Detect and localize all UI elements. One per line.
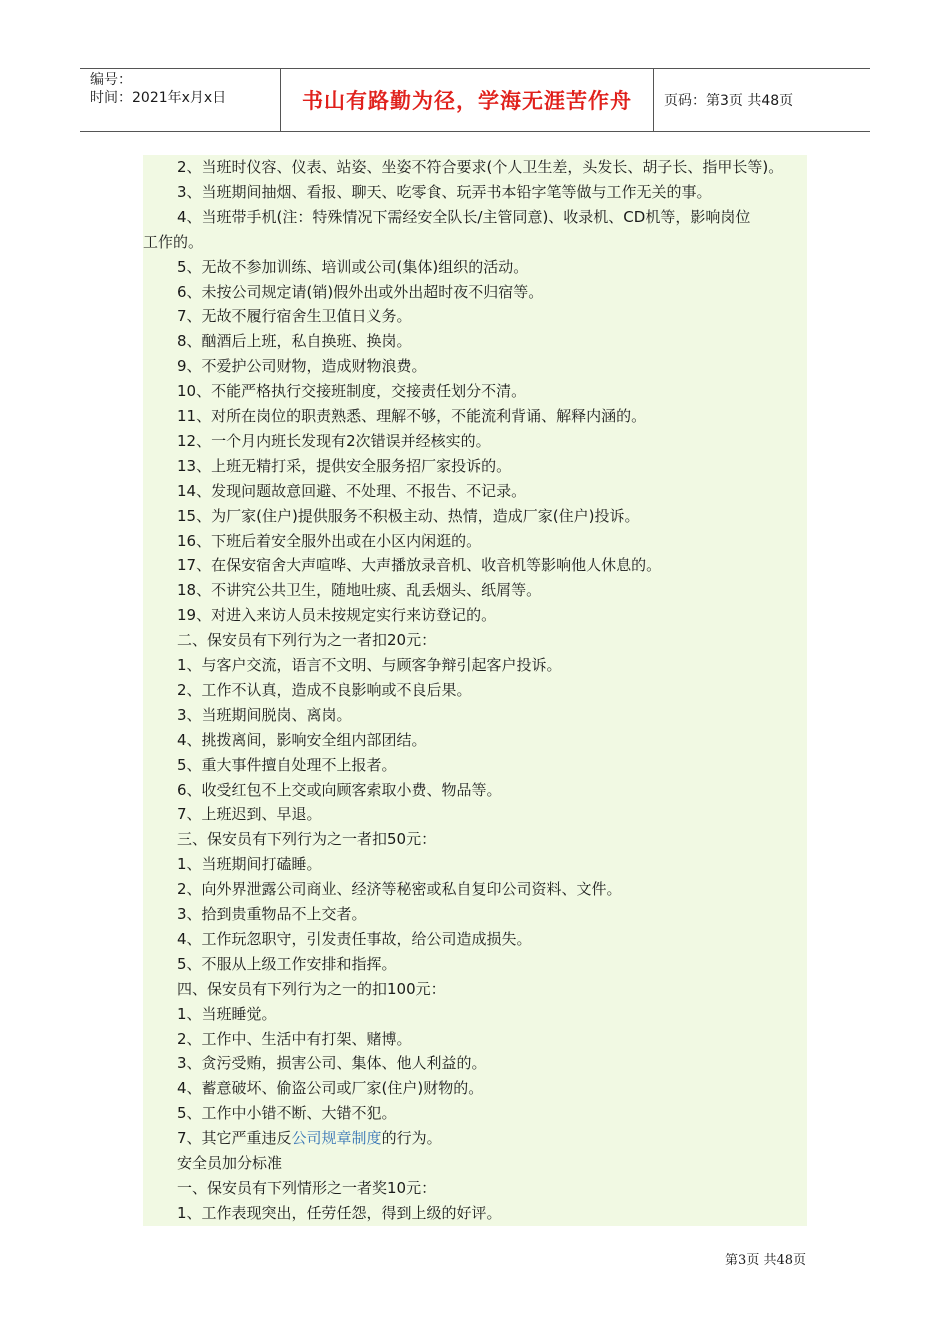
text-line: [143, 902, 807, 927]
text-line: [143, 404, 807, 429]
line-text: 3、贪污受贿，损害公司、集体、他人利益的。: [177, 1054, 487, 1073]
text-line: [143, 578, 807, 603]
text-line: [143, 205, 807, 230]
line-text: 19、对进入来访人员未按规定实行来访登记的。: [177, 606, 497, 625]
line-text: 2、向外界泄露公司商业、经济等秘密或私自复印公司资料、文件。: [177, 880, 622, 899]
text-line: [143, 778, 807, 803]
text-line: [143, 977, 807, 1002]
text-line: [143, 728, 807, 753]
line-text: 6、收受红包不上交或向顾客索取小费、物品等。: [177, 780, 502, 799]
line-text: 安全员加分标准: [177, 1154, 283, 1172]
text-line: [143, 1076, 807, 1101]
line-text: 15、为厂家(住户)提供服务不积极主动、热情，造成厂家(住户)投诉。: [177, 506, 640, 525]
line-text: 7、上班迟到、早退。: [177, 805, 322, 824]
line-text: 18、不讲究公共卫生，随地吐痰、乱丢烟头、纸屑等。: [177, 581, 542, 600]
text-line: [143, 1176, 807, 1201]
page-header: [80, 68, 870, 132]
line-text: 5、不服从上级工作安排和指挥。: [177, 954, 397, 973]
line-text: 1、当班期间打磕睡。: [177, 855, 322, 874]
line-text: 4、工作玩忽职守，引发责任事故，给公司造成损失。: [177, 929, 532, 948]
line-text: 12、一个月内班长发现有2次错误并经核实的。: [177, 431, 491, 450]
line-text: 17、在保安宿舍大声喧哗、大声播放录音机、收音机等影响他人休息的。: [177, 556, 662, 575]
line-text: 四、保安员有下列行为之一的扣100元：: [177, 979, 446, 998]
line-text: 1、与客户交流，语言不文明、与顾客争辩引起客户投诉。: [177, 656, 562, 674]
text-line: [143, 927, 807, 952]
text-line: [143, 802, 807, 827]
line-text: 3、当班期间脱岗、离岗。: [177, 705, 352, 724]
line-text: 2、当班时仪容、仪表、站姿、坐姿不符合要求(个人卫生差，头发长、胡子长、指甲长等)。: [177, 158, 784, 176]
text-line: [143, 255, 807, 280]
line-text: 3、拾到贵重物品不上交者。: [177, 905, 367, 923]
line-text: 三、保安员有下列行为之一者扣50元：: [177, 830, 437, 849]
text-line: [143, 155, 807, 180]
text-line: [143, 280, 807, 305]
line-text: 1、当班睡觉。: [177, 1004, 277, 1023]
line-text: 6、未按公司规定请(销)假外出或外出超时夜不归宿等。: [177, 282, 544, 301]
line-text: 4、挑拨离间，影响安全组内部团结。: [177, 730, 427, 749]
line-text: 工作的。: [143, 232, 204, 251]
line-text: 2、工作不认真，造成不良影响或不良后果。: [177, 680, 472, 699]
line-text: 3、当班期间抽烟、看报、聊天、吃零食、玩弄书本铅字笔等做与工作无关的事。: [177, 182, 712, 201]
page-footer: 第3页 共48页: [725, 1253, 806, 1268]
text-line: [143, 230, 807, 255]
line-text: 14、发现问题故意回避、不处理、不报告、不记录。: [177, 481, 527, 500]
text-line: [143, 1051, 807, 1076]
line-text: 16、下班后着安全服外出或在小区内闲逛的。: [177, 531, 482, 550]
header-motto: 书山有路勤为径，学海无涯苦作舟: [281, 69, 654, 131]
header-code-label: 编号：: [90, 72, 132, 88]
text-line: [143, 877, 807, 902]
header-page-label: 页码：第3页 共48页: [664, 93, 794, 109]
line-text: 5、无故不参加训练、培训或公司(集体)组织的活动。: [177, 257, 529, 276]
line-text: 10、不能严格执行交接班制度，交接责任划分不清。: [177, 382, 527, 401]
line-text: 7、其它严重违反: [177, 1129, 292, 1148]
line-text: 9、不爱护公司财物，造成财物浪费。: [177, 357, 427, 376]
line-text: 二、保安员有下列行为之一者扣20元：: [177, 631, 437, 650]
line-text: 4、蓄意破坏、偷盗公司或厂家(住户)财物的。: [177, 1079, 484, 1098]
text-line: [143, 379, 807, 404]
text-line: [143, 827, 807, 852]
text-line: [143, 1002, 807, 1027]
text-line: [143, 354, 807, 379]
line-text: 1、工作表现突出，任劳任怨，得到上级的好评。: [177, 1203, 502, 1222]
text-line: [143, 529, 807, 554]
text-line: [143, 180, 807, 205]
text-line: [143, 1027, 807, 1052]
text-line: [143, 504, 807, 529]
line-text: 2、工作中、生活中有打架、赌博。: [177, 1029, 412, 1048]
text-line: [143, 952, 807, 977]
text-line: [143, 454, 807, 479]
text-line: [143, 1201, 807, 1226]
text-line: [143, 1101, 807, 1126]
text-line: [143, 653, 807, 678]
line-text: 5、工作中小错不断、大错不犯。: [177, 1104, 397, 1123]
line-text: 一、保安员有下列情形之一者奖10元：: [177, 1178, 437, 1197]
document-body: [143, 155, 807, 1226]
line-text: 5、重大事件擅自处理不上报者。: [177, 755, 397, 774]
text-line: [143, 479, 807, 504]
text-line: [143, 553, 807, 578]
policy-link[interactable]: 公司规章制度: [291, 1129, 382, 1148]
text-line: [143, 429, 807, 454]
text-line: [143, 304, 807, 329]
text-line: [143, 329, 807, 354]
text-line: [143, 1151, 807, 1176]
line-text: 7、无故不履行宿舍生卫值日义务。: [177, 307, 412, 326]
text-line: [143, 678, 807, 703]
header-time-label: 时间：2021年x月x日: [90, 90, 227, 106]
line-text: 13、上班无精打采，提供安全服务招厂家投诉的。: [177, 456, 512, 475]
line-text: 8、酗酒后上班，私自换班、换岗。: [177, 332, 412, 351]
text-line: [143, 1126, 807, 1151]
text-line: [143, 603, 807, 628]
text-line: [143, 753, 807, 778]
line-text: 4、当班带手机(注：特殊情况下需经安全队长/主管同意)、收录机、CD机等，影响岗位: [177, 207, 751, 226]
text-line: [143, 703, 807, 728]
header-meta: [80, 69, 281, 131]
text-line: [143, 852, 807, 877]
line-text: 11、对所在岗位的职责熟悉、理解不够，不能流利背诵、解释内涵的。: [177, 407, 647, 425]
text-line: [143, 628, 807, 653]
line-text-after: 的行为。: [381, 1129, 442, 1148]
